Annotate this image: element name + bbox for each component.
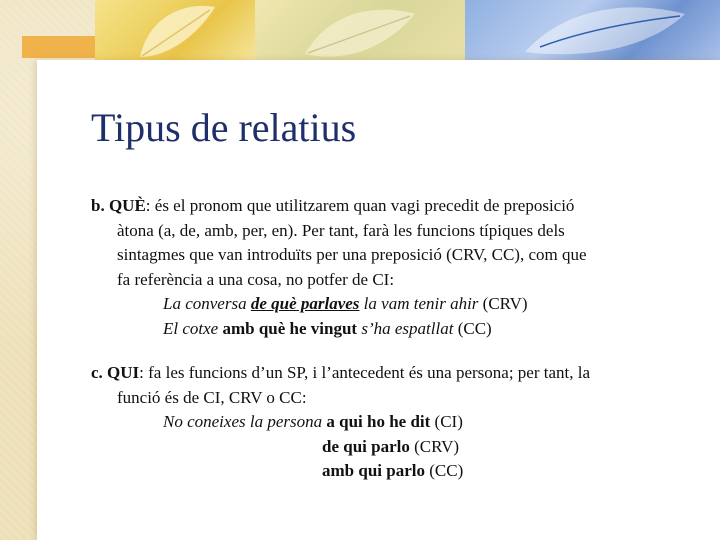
example-c-1: No coneixes la persona a qui ho he dit (CI) [163,412,463,431]
section-c-line-1: c. QUI: fa les funcions d’un SP, i l’antecedent és una persona; per tant, la [91,363,591,382]
slide-title: Tipus de relatius [91,105,357,150]
example-b-2: El cotxe amb què he vingut s’ha espatllat (CC) [163,318,492,338]
section-c-label: c. QUI [91,363,140,382]
leaf-decoration-icon [130,2,220,62]
example-c-2: de qui parlo (CRV) [322,436,460,456]
slide-content [91,194,706,504]
section-c-line-2: funció és de CI, CRV o CC: [117,387,307,407]
orange-accent-bar [22,36,102,58]
section-b-line-4: fa referència a una cosa, no potfer de CI: [117,269,395,289]
example-c-3: amb qui parlo (CC) [322,461,464,480]
section-b [91,194,706,341]
section-b-label: b. QUÈ [91,196,146,215]
section-b-line-1: b. QUÈ: és el pronom que utilitzarem quan vagi precedit de preposició [91,196,575,215]
example-b-1: La conversa de què parlaves la vam tenir ahir (CRV) [163,294,528,313]
section-b-line-2: àtona (a, de, amb, per, en). Per tant, farà les funcions típiques dels [117,220,565,240]
section-b-line-3: sintagmes que van introduïts per una preposició (CRV, CC), com que [117,245,587,264]
leaf-decoration-icon [520,2,690,60]
leaf-decoration-icon [300,4,420,64]
section-c [91,361,706,484]
slide-body [37,60,720,540]
